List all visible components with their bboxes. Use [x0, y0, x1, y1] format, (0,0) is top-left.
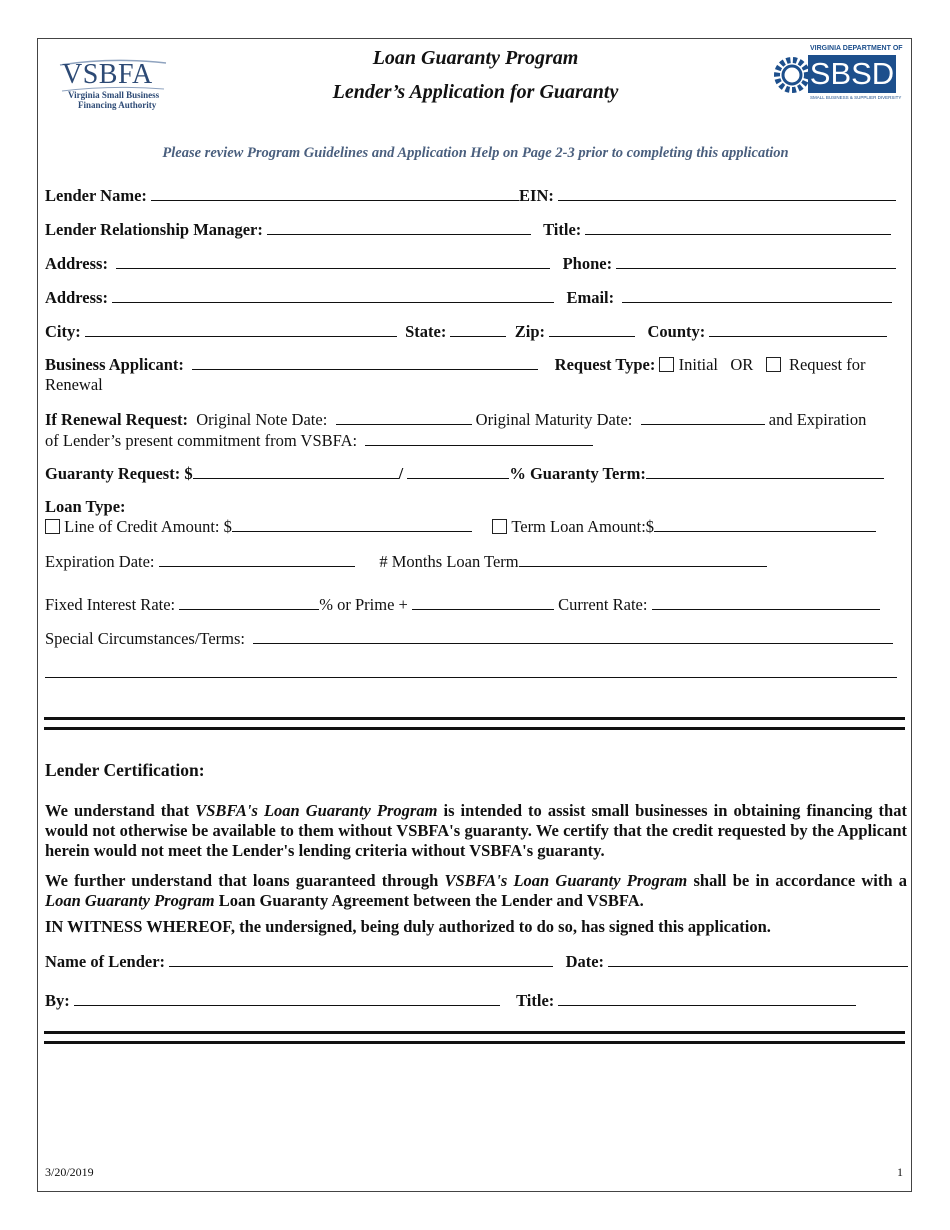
phone-label: Phone: [562, 254, 613, 273]
certification-heading: Lender Certification: [45, 760, 205, 780]
gear-icon [770, 45, 810, 103]
special-circumstances-row [45, 628, 893, 649]
county-field[interactable] [709, 321, 887, 337]
term-loan-field[interactable] [654, 516, 876, 532]
by-row [45, 990, 856, 1011]
if-renewal-label: If Renewal Request: [45, 410, 188, 429]
name-of-lender-row [45, 951, 908, 972]
p1-program-name: VSBFA's Loan Guaranty Program [195, 801, 438, 820]
ein-field[interactable] [558, 185, 896, 201]
initial-label: Initial [678, 355, 719, 374]
business-applicant-label: Business Applicant: [45, 355, 184, 374]
initial-checkbox[interactable] [659, 357, 674, 372]
original-note-date-label: Original Note Date: [196, 410, 328, 429]
and-expiration-label: and Expiration [768, 410, 867, 429]
certification-paragraph-1 [45, 801, 907, 861]
lender-name-label: Lender Name: [45, 186, 147, 205]
relationship-manager-label: Lender Relationship Manager: [45, 220, 263, 239]
relationship-manager-row [45, 219, 891, 240]
line-of-credit-field[interactable] [232, 516, 472, 532]
p1-text-b: is intended to assist small businesses in obtaining financing that would not otherwise be available to them without VSBFA's guaranty. We certify that the credit requested by the Applicant herein would not meet the Lender's lending criteria without VSBFA's guaranty. [45, 801, 907, 860]
p2-program-name-2: Loan Guaranty Program [45, 891, 215, 910]
lender-name-field[interactable] [151, 185, 519, 201]
ein-label: EIN: [519, 186, 554, 205]
sbsd-bottom-text: SMALL BUSINESS & SUPPLIER DIVERSITY [810, 95, 902, 100]
sbsd-acronym: SBSD [809, 56, 895, 91]
date-label: Date: [565, 952, 605, 971]
guaranty-term-field[interactable] [646, 463, 884, 479]
business-applicant-row [45, 354, 865, 375]
address-email-row [45, 287, 892, 308]
current-rate-field[interactable] [652, 594, 880, 610]
page-title: Loan Guaranty Program [372, 47, 579, 69]
term-loan-checkbox[interactable] [492, 519, 507, 534]
months-loan-term-field[interactable] [519, 551, 767, 567]
certification-paragraph-2 [45, 871, 907, 911]
email-field[interactable] [622, 287, 892, 303]
vsbfa-line1: Virginia Small Business [68, 90, 160, 100]
vsbfa-acronym: VSBFA [62, 59, 153, 90]
guaranty-term-label: % Guaranty Term: [509, 464, 646, 483]
special-circumstances-line2[interactable] [45, 677, 897, 678]
zip-label: Zip: [514, 322, 545, 341]
p1-text-a: We understand that [45, 801, 196, 820]
line-of-credit-label: Line of Credit Amount: $ [64, 517, 232, 536]
guaranty-amount-field[interactable] [193, 463, 399, 479]
sbsd-top-text: VIRGINIA DEPARTMENT OF [810, 45, 903, 52]
witness-statement: IN WITNESS WHEREOF, the undersigned, being duly authorized to do so, has signed this application. [45, 917, 771, 936]
renewal-label: Renewal [45, 375, 103, 394]
business-applicant-field[interactable] [192, 354, 538, 370]
lender-name-row [45, 185, 896, 206]
state-field[interactable] [450, 321, 506, 337]
loan-type-row [45, 516, 876, 537]
commitment-label: of Lender’s present commitment from VSBFA: [45, 431, 358, 450]
address1-label: Address: [45, 254, 108, 273]
fixed-interest-rate-field[interactable] [179, 594, 319, 610]
original-note-date-field[interactable] [336, 409, 472, 425]
relationship-manager-field[interactable] [267, 219, 531, 235]
zip-field[interactable] [549, 321, 635, 337]
renewal-checkbox[interactable] [766, 357, 781, 372]
guaranty-request-row [45, 463, 884, 484]
request-for-label: Request for [788, 355, 866, 374]
or-prime-label: % or Prime + [319, 595, 408, 614]
guaranty-request-label: Guaranty Request: $ [45, 464, 193, 483]
address2-label: Address: [45, 288, 108, 307]
commitment-field[interactable] [365, 430, 593, 446]
application-page [37, 38, 912, 1192]
p2-program-name: VSBFA's Loan Guaranty Program [444, 871, 688, 890]
city-state-row [45, 321, 887, 342]
expiration-date-field[interactable] [159, 551, 355, 567]
city-field[interactable] [85, 321, 397, 337]
title-label: Title: [543, 220, 582, 239]
name-of-lender-field[interactable] [169, 951, 553, 967]
city-label: City: [45, 322, 81, 341]
p2-text-c: Loan Guaranty Agreement between the Lender and VSBFA. [214, 891, 644, 910]
or-label: OR [730, 355, 754, 374]
original-maturity-date-field[interactable] [641, 409, 765, 425]
interest-rate-row [45, 594, 880, 615]
original-maturity-date-label: Original Maturity Date: [475, 410, 633, 429]
county-label: County: [647, 322, 706, 341]
name-of-lender-label: Name of Lender: [45, 952, 166, 971]
prime-plus-field[interactable] [412, 594, 554, 610]
line-of-credit-checkbox[interactable] [45, 519, 60, 534]
address-phone-row [45, 253, 896, 274]
cert-title-label: Title: [516, 991, 555, 1010]
cert-title-field[interactable] [558, 990, 856, 1006]
guaranty-percent-field[interactable] [407, 463, 509, 479]
state-label: State: [405, 322, 447, 341]
p2-text-b: shall be in accordance with a [687, 871, 907, 890]
signature-divider [44, 1031, 905, 1044]
special-circumstances-field[interactable] [253, 628, 893, 644]
page-subtitle: Lender’s Application for Guaranty [332, 81, 619, 103]
section-divider [44, 717, 905, 730]
email-label: Email: [566, 288, 615, 307]
expiration-row [45, 551, 767, 572]
current-rate-label: Current Rate: [558, 595, 648, 614]
phone-field[interactable] [616, 253, 896, 269]
fixed-interest-rate-label: Fixed Interest Rate: [45, 595, 176, 614]
special-circumstances-label: Special Circumstances/Terms: [45, 629, 245, 648]
address2-field[interactable] [112, 287, 554, 303]
by-field[interactable] [74, 990, 500, 1006]
term-loan-label: Term Loan Amount:$ [511, 517, 655, 536]
loan-type-label: Loan Type: [45, 497, 126, 516]
months-loan-term-label: # Months Loan Term [379, 552, 519, 571]
by-label: By: [45, 991, 70, 1010]
page-number: 1 [897, 1165, 903, 1179]
request-type-label: Request Type: [554, 355, 656, 374]
commitment-row [45, 430, 593, 451]
guidelines-notice: Please review Program Guidelines and Application Help on Page 2-3 prior to completing this application [162, 145, 789, 161]
slash-label: / [398, 464, 404, 483]
footer-date: 3/20/2019 [45, 1165, 94, 1179]
expiration-date-label: Expiration Date: [45, 552, 155, 571]
renewal-request-row [45, 409, 866, 430]
date-field[interactable] [608, 951, 908, 967]
title-field[interactable] [585, 219, 891, 235]
vsbfa-line2: Financing Authority [78, 100, 157, 110]
sbsd-logo [770, 45, 903, 103]
address1-field[interactable] [116, 253, 550, 269]
p2-text-a: We further understand that loans guaranteed through [45, 871, 445, 890]
